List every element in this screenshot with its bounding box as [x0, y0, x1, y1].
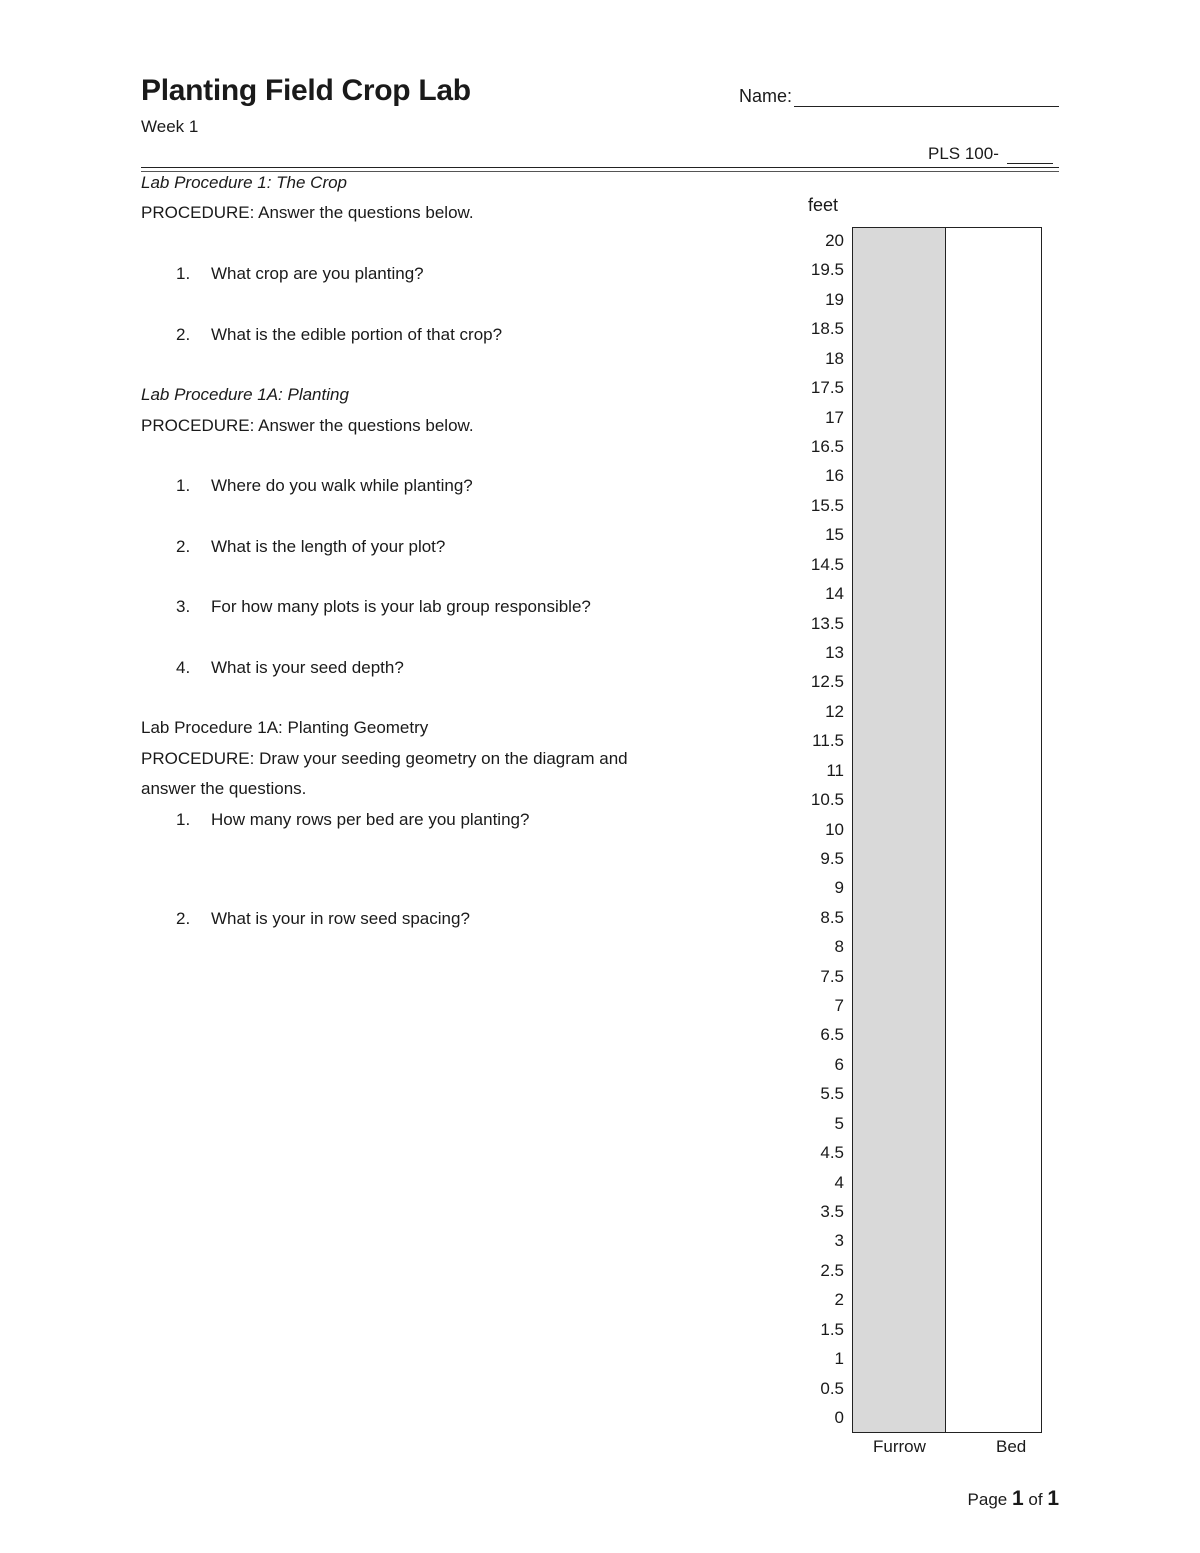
axis-tick-label: 16.5 — [810, 436, 844, 456]
axis-tick-label: 20 — [825, 231, 844, 250]
axis-tick-label: 9 — [834, 878, 844, 898]
furrow-label: Furrow — [873, 1437, 926, 1456]
axis-tick-label: 11 — [826, 760, 844, 780]
axis-tick-label: 5.5 — [820, 1084, 844, 1104]
axis-tick-label: 14.5 — [810, 554, 844, 574]
axis-unit-label: feet — [808, 195, 839, 215]
axis-tick-label: 7 — [834, 996, 844, 1016]
axis-tick-label: 6.5 — [820, 1025, 844, 1045]
axis-tick-label: 18 — [825, 348, 844, 368]
question-text: What is your seed depth? — [211, 658, 404, 677]
axis-tick-label: 9.5 — [820, 848, 844, 868]
axis-tick-label: 17.5 — [810, 378, 844, 398]
question-text: What crop are you planting? — [211, 264, 424, 283]
bed-column[interactable] — [945, 227, 1042, 1433]
of-word: of — [1028, 1490, 1043, 1509]
section3-procedure-line2: answer the questions. — [141, 779, 307, 798]
axis-tick-label: 13 — [825, 642, 844, 662]
axis-tick-label: 18.5 — [810, 319, 844, 339]
furrow-column[interactable] — [852, 227, 946, 1433]
question-number: 4. — [176, 658, 191, 677]
axis-tick-label: 6 — [834, 1054, 844, 1074]
course-label: PLS 100- — [928, 144, 999, 163]
axis-tick-label: 16 — [825, 466, 844, 486]
question-text: Where do you walk while planting? — [211, 476, 473, 495]
header-divider — [141, 167, 1059, 168]
question-text: How many rows per bed are you planting? — [211, 810, 530, 829]
axis-tick-label: 3.5 — [820, 1202, 844, 1222]
axis-tick-label: 14 — [825, 584, 844, 604]
axis-tick-label: 10 — [825, 819, 844, 839]
question-text: For how many plots is your lab group responsible? — [211, 597, 591, 616]
week-label: Week 1 — [141, 117, 199, 136]
axis-tick-label: 5 — [834, 1113, 844, 1133]
axis-tick-label: 12 — [825, 701, 844, 721]
page-title: Planting Field Crop Lab — [141, 74, 471, 107]
question-number: 2. — [176, 325, 191, 344]
header-divider-thin — [141, 171, 1059, 172]
bed-label: Bed — [996, 1437, 1027, 1456]
axis-tick-label: 10.5 — [810, 790, 844, 810]
name-label: Name: — [739, 86, 793, 106]
question-number: 3. — [176, 597, 191, 616]
axis-tick-label: 15 — [825, 525, 844, 545]
section2-procedure: PROCEDURE: Answer the questions below. — [141, 416, 474, 435]
axis-tick-label: 0.5 — [820, 1378, 844, 1398]
axis-tick-label: 17 — [825, 407, 844, 427]
axis-tick-label: 3 — [834, 1231, 844, 1251]
current-page: 1 — [1011, 1487, 1024, 1510]
question-number: 2. — [176, 537, 191, 556]
course-section-field[interactable] — [928, 144, 1053, 164]
total-pages: 1 — [1047, 1487, 1059, 1510]
name-field[interactable] — [739, 86, 1059, 107]
question-number: 1. — [176, 810, 191, 829]
page-word: Page — [967, 1490, 1008, 1509]
question-text: What is the edible portion of that crop? — [211, 325, 503, 344]
axis-tick-label: 19 — [825, 289, 844, 309]
axis-tick-label: 4 — [834, 1172, 844, 1192]
course-blank-line[interactable] — [1007, 145, 1053, 164]
section1-procedure: PROCEDURE: Answer the questions below. — [141, 203, 474, 222]
axis-tick-label: 1.5 — [820, 1319, 844, 1339]
axis-tick-label: 7.5 — [820, 966, 844, 986]
axis-tick-label: 13.5 — [810, 613, 844, 633]
question-text: What is your in row seed spacing? — [211, 909, 470, 928]
axis-tick-label: 12.5 — [810, 672, 844, 692]
section3-procedure-line1: PROCEDURE: Draw your seeding geometry on the diagram and — [141, 749, 628, 768]
question-number: 1. — [176, 264, 191, 283]
axis-tick-label: 19.5 — [810, 260, 844, 280]
axis-tick-label: 2.5 — [820, 1260, 844, 1280]
axis-tick-label: 15.5 — [810, 495, 844, 515]
section2-heading: Lab Procedure 1A: Planting — [141, 385, 349, 404]
axis-tick-label: 11.5 — [812, 731, 844, 751]
axis-tick-label: 8.5 — [820, 907, 844, 927]
question-number: 1. — [176, 476, 191, 495]
question-number: 2. — [176, 909, 191, 928]
question-text: What is the length of your plot? — [211, 537, 446, 556]
axis-tick-label: 0 — [834, 1408, 844, 1427]
page-number — [968, 1487, 1059, 1511]
axis-tick-label: 2 — [834, 1290, 844, 1310]
axis-tick-label: 4.5 — [820, 1143, 844, 1163]
axis-tick-label: 1 — [834, 1349, 844, 1369]
axis-tick-label: 8 — [834, 937, 844, 957]
section3-heading: Lab Procedure 1A: Planting Geometry — [141, 718, 429, 737]
name-blank-line[interactable] — [794, 86, 1059, 107]
section1-heading: Lab Procedure 1: The Crop — [141, 173, 348, 192]
